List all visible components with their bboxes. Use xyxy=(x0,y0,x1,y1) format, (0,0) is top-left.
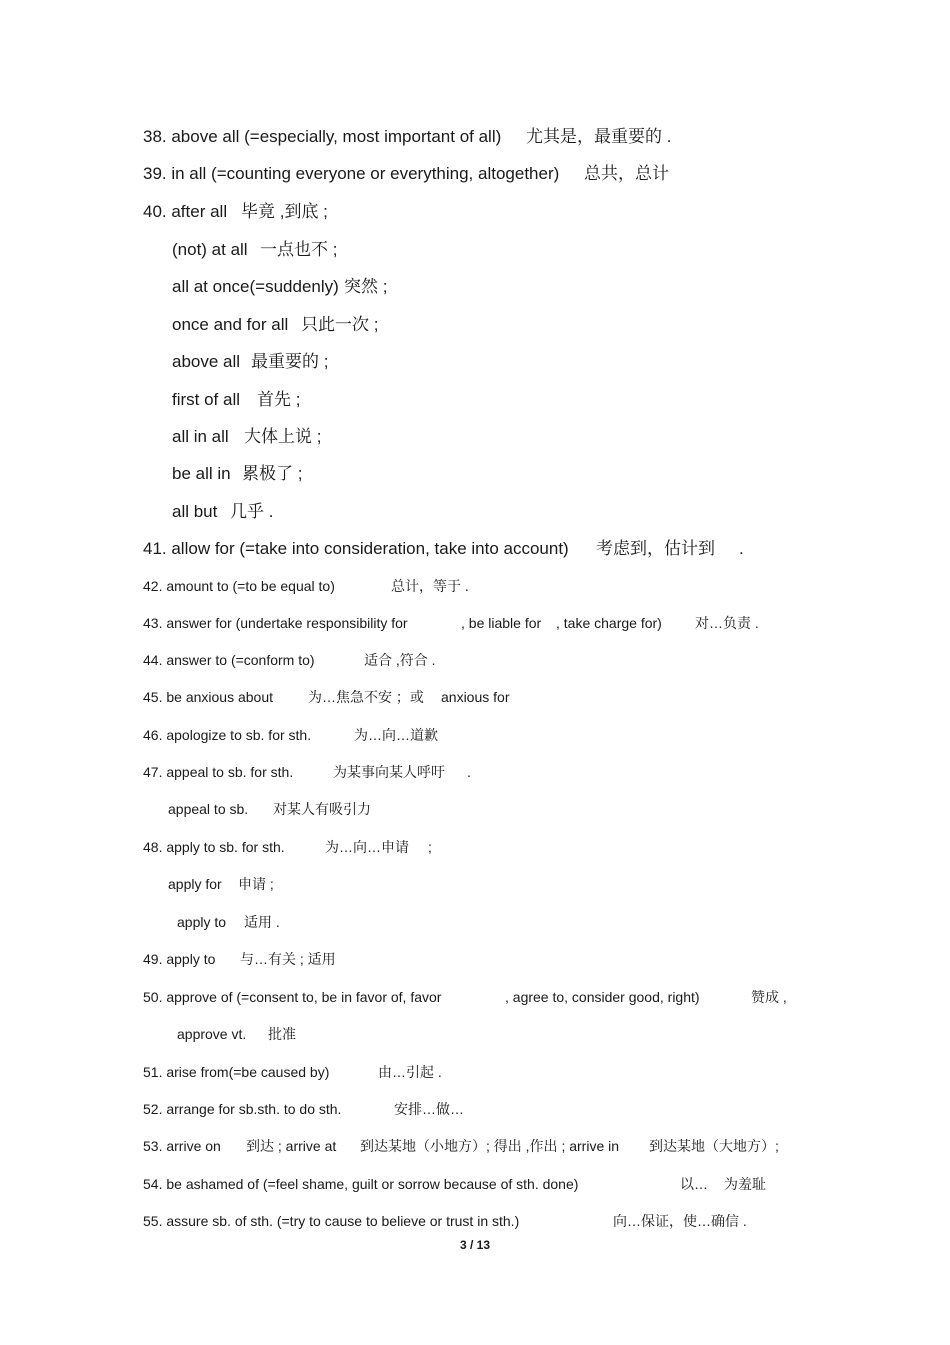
entry-zh: 申请 ; xyxy=(238,876,274,892)
entry-zh: 大体上说 ; xyxy=(244,427,322,446)
entry-en: 41. allow for (=take into consideration, take into account) xyxy=(143,539,569,558)
entry-zh2: 到达某地（小地方）; 得出 ,作出 ; arrive in xyxy=(360,1138,620,1154)
entry-zh: 为…向…道歉 xyxy=(354,727,438,743)
entry-zh: 适合 ,符合 . xyxy=(364,652,436,668)
entry-en: 53. arrive on xyxy=(143,1138,221,1154)
entry-en: be all in xyxy=(172,464,231,483)
entry-en: 42. amount to (=to be equal to) xyxy=(143,578,335,594)
entry-en: 40. after all xyxy=(143,202,228,221)
entry-zh: 为某事向某人呼吁 xyxy=(333,764,445,780)
entry-en: all in all xyxy=(172,427,229,446)
entry-en: 49. apply to xyxy=(143,951,216,967)
entry-en: 50. approve of (=consent to, be in favor of, favor xyxy=(143,989,442,1005)
entry-en: 38. above all (=especially, most important of all) xyxy=(143,127,502,146)
entry-zh: 到达 ; arrive at xyxy=(246,1138,337,1154)
entry-en: once and for all xyxy=(172,315,289,334)
entry-en: 39. in all (=counting everyone or everything, altogether) xyxy=(143,164,560,183)
entry-zh: 累极了 ; xyxy=(242,464,303,483)
entry-en: 55. assure sb. of sth. (=try to cause to believe or trust in sth.) xyxy=(143,1213,520,1229)
entry-en: all but xyxy=(172,502,218,521)
entry-en: first of all xyxy=(172,390,241,409)
entry-en: (not) at all xyxy=(172,240,248,259)
entry-en: 47. appeal to sb. for sth. xyxy=(143,764,294,780)
entry-en: apply to xyxy=(177,914,227,930)
entry-zh: 对…负责 . xyxy=(695,615,759,631)
entry-zh: 向…保证，使…确信 . xyxy=(613,1213,747,1229)
entry-en: all at once(=suddenly) xyxy=(172,277,339,296)
entry-en2: , agree to, consider good, right) xyxy=(505,989,700,1005)
entry-zh: 对某人有吸引力 xyxy=(273,801,371,817)
entry-zh: 只此一次 ; xyxy=(301,315,379,334)
entry-zh: 以… xyxy=(680,1176,708,1192)
entry-zh: 总计，等于 . xyxy=(391,578,469,594)
entry-en: apply for xyxy=(168,876,222,892)
entry-en: 43. answer for (undertake responsibility for xyxy=(143,615,408,631)
entry-en3: , take charge for) xyxy=(556,615,662,631)
entry-zh: 突然 ; xyxy=(344,277,388,296)
entry-tail: ; xyxy=(428,839,432,855)
entry-en: appeal to sb. xyxy=(168,801,249,817)
entry-zh: 毕竟 ,到底 ; xyxy=(241,202,328,221)
entry-zh: 为…焦急不安 ；或 xyxy=(308,689,424,705)
entry-zh: 批准 xyxy=(268,1026,296,1042)
entry-zh: 最重要的 ; xyxy=(251,352,329,371)
entry-zh: 首先 ; xyxy=(257,390,301,409)
entry-en: 51. arise from(=be caused by) xyxy=(143,1064,330,1080)
entry-zh: 为…向…申请 xyxy=(325,839,409,855)
entry-tail: anxious for xyxy=(441,689,510,705)
entry-zh2: 为羞耻 xyxy=(724,1176,766,1192)
entry-en: above all xyxy=(172,352,241,371)
entry-en: 44. answer to (=conform to) xyxy=(143,652,315,668)
entry-tail: . xyxy=(739,539,744,558)
entry-zh: 总共，总计 xyxy=(584,164,669,183)
entry-zh: 赞成 , xyxy=(751,989,787,1005)
entry-zh: 一点也不 ; xyxy=(260,240,338,259)
entry-zh: 几乎 . xyxy=(230,502,274,521)
entry-en: approve vt. xyxy=(177,1026,247,1042)
entry-zh: 考虑到，估计到 xyxy=(596,539,715,558)
entry-en: 52. arrange for sb.sth. to do sth. xyxy=(143,1101,342,1117)
entry-en: 45. be anxious about xyxy=(143,689,273,705)
entry-zh: 与…有关 ; 适用 xyxy=(240,951,336,967)
entry-en2: , be liable for xyxy=(461,615,542,631)
entry-zh: 安排…做… xyxy=(394,1101,464,1117)
entry-en: 46. apologize to sb. for sth. xyxy=(143,727,312,743)
entry-zh: 适用 . xyxy=(244,914,280,930)
entry-tail: . xyxy=(467,764,471,780)
entry-zh: 由…引起 . xyxy=(378,1064,442,1080)
entry-en: 54. be ashamed of (=feel shame, guilt or sorrow because of sth. done) xyxy=(143,1176,579,1192)
page-number: 3 / 13 xyxy=(459,1238,491,1252)
entry-zh3: 到达某地（大地方）; xyxy=(649,1138,779,1154)
entry-en: 48. apply to sb. for sth. xyxy=(143,839,285,855)
entry-zh: 尤其是，最重要的 . xyxy=(526,127,672,146)
